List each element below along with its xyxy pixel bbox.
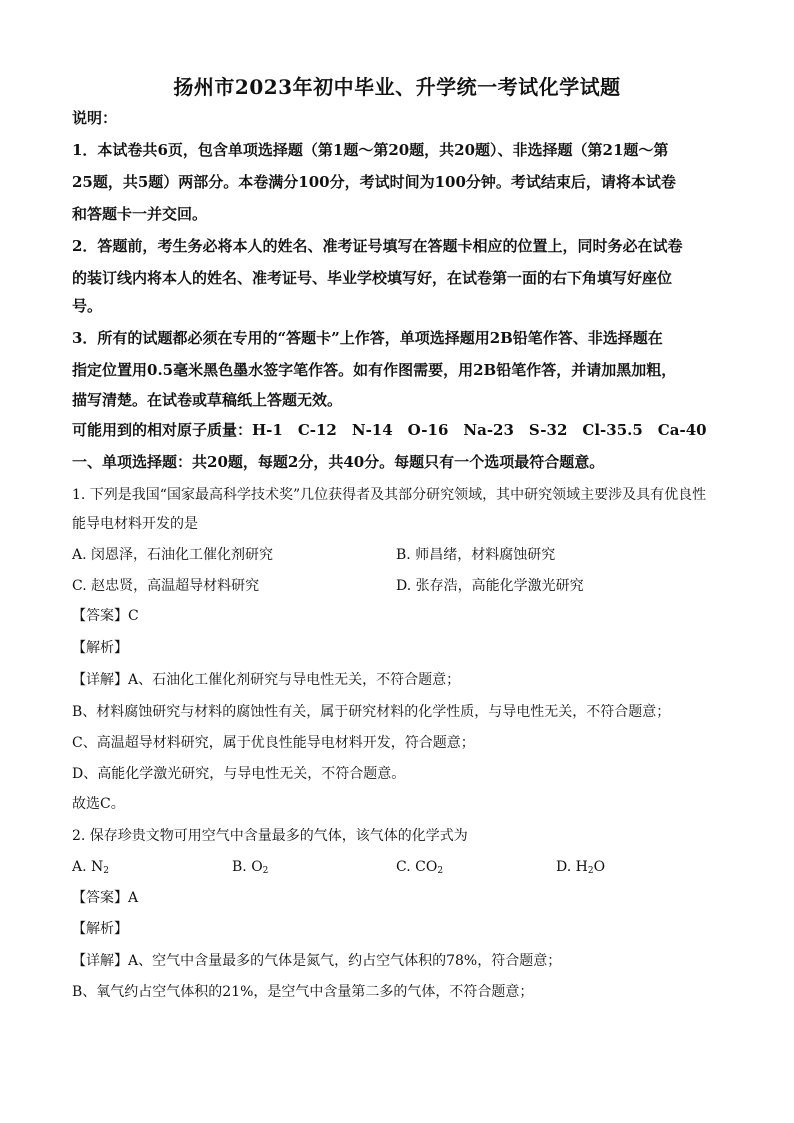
- q2-option-d-tail: O: [593, 859, 606, 875]
- instruction-line: 的装订线内将本人的姓名、准考证号、毕业学校填写好，在试卷第一面的右下角填写好座位: [72, 269, 673, 287]
- q1-detail-line: 【详解】A、石油化工催化剂研究与导电性无关，不符合题意；: [72, 672, 461, 688]
- q2-option-d-sub: 2: [587, 866, 594, 876]
- q2-option-d-label: D. H: [556, 859, 588, 875]
- q2-option-c: [396, 857, 443, 877]
- instruction-line: 号。: [72, 297, 103, 315]
- q2-option-a-sub: 2: [103, 866, 109, 876]
- page-title: 扬州市2023年初中毕业、升学统一考试化学试题: [173, 75, 621, 99]
- q1-option-c: C. 赵忠贤，高温超导材料研究: [72, 578, 260, 594]
- question-1-stem: 能导电材料开发的是: [72, 516, 198, 532]
- instructions-heading: 说明：: [72, 109, 118, 127]
- q2-detail-line: 【详解】A、空气中含量最多的气体是氮气，约占空气体积的78%，符合题意；: [72, 953, 562, 969]
- q2-detail-line: B、氧气约占空气体积的21%，是空气中含量第二多的气体，不符合题意；: [72, 984, 534, 1000]
- q1-answer: 【答案】C: [72, 608, 139, 624]
- q1-detail-line: B、材料腐蚀研究与材料的腐蚀性有关，属于研究材料的化学性质，与导电性无关，不符合题意；: [72, 704, 671, 720]
- q2-option-b-sub: 2: [262, 866, 269, 876]
- q1-option-b: B. 师昌绪，材料腐蚀研究: [396, 547, 556, 563]
- instruction-line: 描写清楚。在试卷或草稿纸上答题无效。: [72, 391, 343, 409]
- q1-detail-line: C、高温超导材料研究，属于优良性能导电材料开发，符合题意；: [72, 735, 475, 751]
- q1-detail-line: D、高能化学激光研究，与导电性无关，不符合题意。: [72, 766, 406, 782]
- q2-option-b: [232, 857, 268, 877]
- q2-option-a: [72, 857, 109, 877]
- q2-option-c-sub: 2: [437, 866, 444, 876]
- q2-option-b-label: B. O: [232, 859, 263, 875]
- q1-option-d: D. 张存浩，高能化学激光研究: [396, 578, 584, 594]
- instruction-line: 2．答题前，考生务必将本人的姓名、准考证号填写在答题卡相应的位置上，同时务必在试卷: [72, 237, 683, 255]
- atomic-masses: 可能用到的相对原子质量：H-1 C-12 N-14 O-16 Na-23 S-32 Cl-35.5 Ca-40: [72, 421, 707, 439]
- q2-option-a-label: A. N: [72, 859, 104, 875]
- q2-answer: 【答案】A: [72, 890, 139, 906]
- q2-option-d: [556, 857, 605, 877]
- question-1-stem: 1. 下列是我国“国家最高科学技术奖”几位获得者及其部分研究领域，其中研究领域主要涉及具有优良性: [72, 487, 707, 503]
- instruction-line: 3．所有的试题都必须在专用的“答题卡”上作答，单项选择题用2B铅笔作答、非选择题在: [72, 329, 663, 347]
- q2-option-c-label: C. CO: [396, 859, 438, 875]
- instruction-line: 指定位置用0.5毫米黑色墨水签字笔作答。如有作图需要，用2B铅笔作答，并请加黑加粗，: [72, 361, 677, 379]
- instruction-line: 和答题卡一并交回。: [72, 205, 208, 223]
- q1-option-a: A. 闵恩泽，石油化工催化剂研究: [72, 547, 274, 563]
- q2-analysis-label: 【解析】: [72, 921, 128, 937]
- question-2-stem: 2. 保存珍贵文物可用空气中含量最多的气体，该气体的化学式为: [72, 828, 468, 844]
- instruction-line: 25题，共5题）两部分。本卷满分100分，考试时间为100分钟。考试结束后，请将本试卷: [72, 173, 676, 191]
- instruction-line: 1．本试卷共6页，包含单项选择题（第1题～第20题，共20题）、非选择题（第21题～第: [72, 141, 669, 159]
- section-heading: 一、单项选择题：共20题，每题2分，共40分。每题只有一个选项最符合题意。: [72, 453, 605, 471]
- q1-conclusion: 故选C。: [72, 796, 125, 812]
- q1-analysis-label: 【解析】: [72, 640, 128, 656]
